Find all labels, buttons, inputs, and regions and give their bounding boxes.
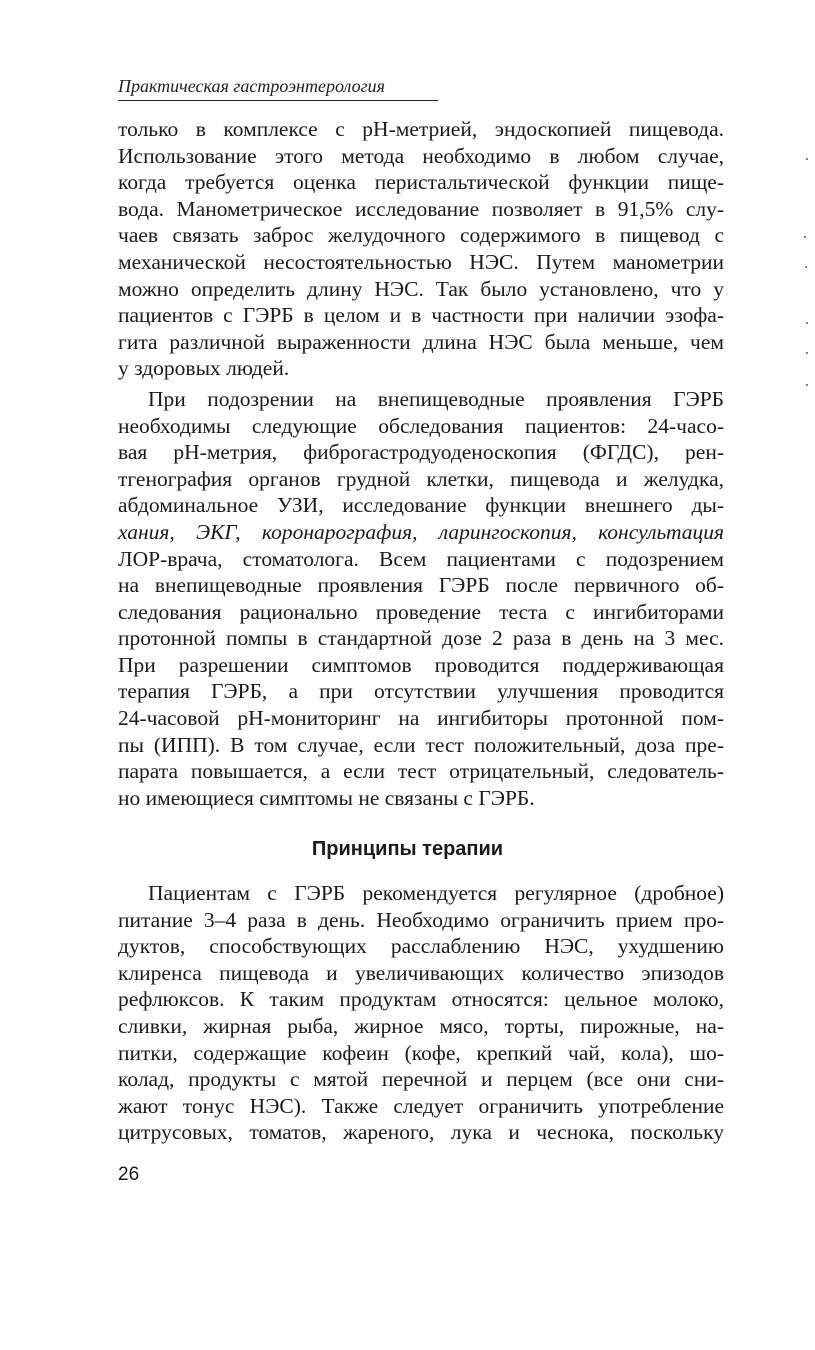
text-line: у здоровых людей. [118,356,290,381]
text-line: цитрусовых, томатов, жареного, лука и чеснока, поскольку [118,1120,724,1145]
text-line: механической несостоятельностью НЭС. Путем манометрии [118,249,724,274]
text-line: на внепищеводные проявления ГЭРБ после первичного об- [118,573,724,598]
text-line: Использование этого метода необходимо в любом случае, [118,143,724,168]
text-line: можно определить длину НЭС. Так было установлено, что у [118,276,724,301]
section-title: Принципы терапии [311,838,504,860]
text-line: хания, ЭКГ, коронарография, ларингоскопия, консультация [118,519,724,544]
text-line: пы (ИПП). В том случае, если тест положительный, доза пре- [118,732,724,757]
therapy-text-block [118,880,724,1146]
text-line: чаев связать заброс желудочного содержимого в пищевод с [118,223,724,248]
text-line: только в комплексе с рН-метрией, эндоскопией пищевода. [118,117,724,141]
text-line: При подозрении на внепищеводные проявления ГЭРБ [148,386,724,411]
text-line: При разрешении симптомов проводится поддерживающая [118,652,724,677]
text-line: когда требуется оценка перистальтической функции пище- [118,170,724,195]
scan-speck [806,158,808,160]
header-rule [118,100,438,101]
text-line: вая рН-метрия, фиброгастродуоденоскопия (ФГДС), рен- [118,440,724,465]
scan-speck [806,384,808,386]
text-line: жают тонус НЭС). Также следует ограничить употребление [118,1093,724,1118]
text-line: ЛОР-врача, стоматолога. Всем пациентами с подозрением [118,546,724,571]
text-line: рефлюксов. К таким продуктам относятся: цельное молоко, [118,987,724,1012]
running-header: Практическая гастроэнтерология [118,76,385,96]
scan-speck [806,352,808,354]
scan-speck [805,266,807,268]
text-line: гита различной выраженности длина НЭС была меньше, чем [118,329,724,354]
text-line: питки, содержащие кофеин (кофе, крепкий чай, кола), шо- [118,1040,724,1065]
text-line: пациентов с ГЭРБ в целом и в частности при наличии эзофа- [118,303,724,328]
text-line: колад, продукты с мятой перечной и перцем (все они сни- [118,1067,724,1092]
text-line: тгенография органов грудной клетки, пищевода и желудка, [118,466,724,491]
text-line: протонной помпы в стандартной дозе 2 раза в день на 3 мес. [118,626,724,651]
text-line: парата повышается, а если тест отрицательный, следователь- [118,759,724,784]
text-line: Пациентам с ГЭРБ рекомендуется регулярное (дробное) [148,881,724,905]
page-number: 26 [118,1164,140,1185]
text-line: дуктов, способствующих расслаблению НЭС, ухудшению [118,934,724,959]
text-line: клиренса пищевода и увеличивающих количество эпизодов [118,960,724,985]
text-line: но имеющиеся симптомы не связаны с ГЭРБ. [118,785,535,810]
scan-speck [806,322,808,324]
text-line: следования рационально проведение теста с ингибиторами [118,599,724,624]
text-line: необходимы следующие обследования пациентов: 24-часо- [118,413,724,438]
text-line: вода. Манометрическое исследование позволяет в 91,5% слу- [118,196,724,221]
text-line: терапия ГЭРБ, а при отсутствии улучшения проводится [118,679,724,704]
main-text-block [118,116,724,811]
text-line: сливки, жирная рыба, жирное мясо, торты, пирожные, на- [118,1013,724,1038]
text-line: абдоминальное УЗИ, исследование функции внешнего ды- [118,493,724,518]
scan-speck [804,236,806,238]
text-line: 24-часовой рН-мониторинг на ингибиторы протонной пом- [118,706,724,731]
text-line: питание 3–4 раза в день. Необходимо ограничить прием про- [118,907,724,932]
